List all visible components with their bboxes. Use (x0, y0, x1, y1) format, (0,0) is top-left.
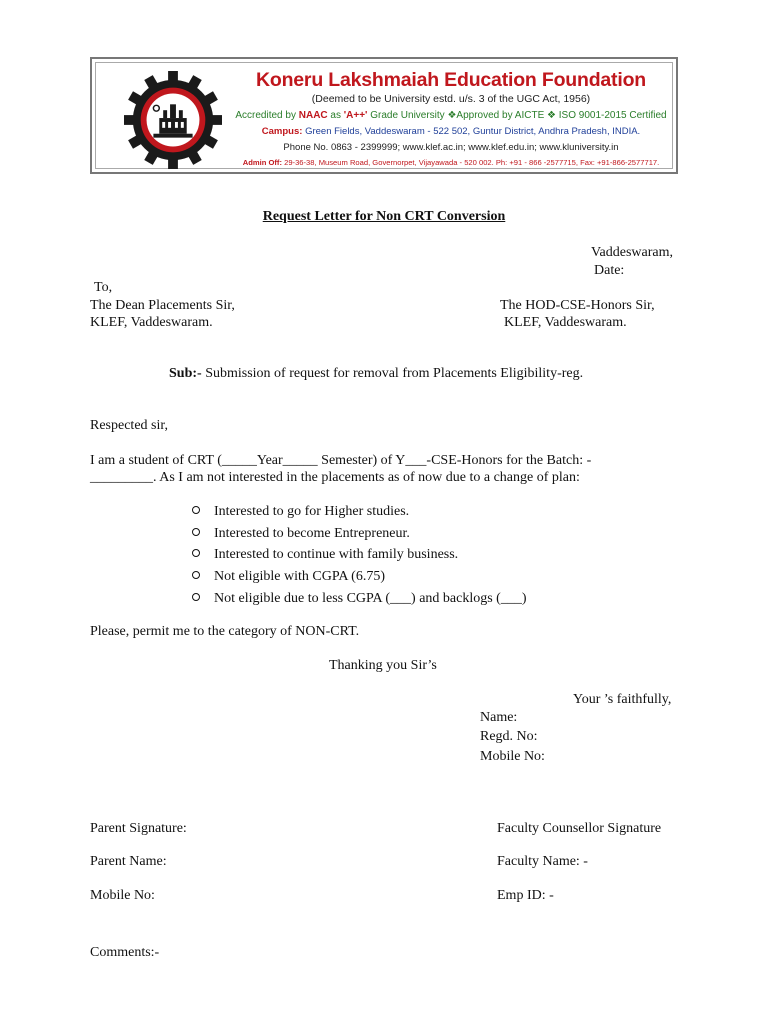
circle-bullet-icon (192, 549, 200, 557)
comments-label: Comments:- (90, 945, 160, 960)
reason-text: Interested to become Entrepreneur. (214, 526, 410, 541)
list-item (192, 525, 410, 542)
parent-mobile-label: Mobile No: (90, 888, 155, 903)
organization-name: Koneru Lakshmaiah Education Foundation (255, 69, 646, 91)
circle-bullet-icon (192, 528, 200, 536)
reason-text: Interested to go for Higher studies. (214, 504, 410, 519)
parent-signature-label: Parent Signature: (90, 821, 187, 836)
admin-office-address (231, 158, 671, 167)
reason-text: Interested to continue with family business. (214, 547, 459, 562)
to-label: To, (94, 280, 113, 295)
accreditation-prefix: Accredited by (235, 110, 299, 121)
naac-grade: 'A++' (343, 110, 368, 121)
addressee-dean-location: KLEF, Vaddeswaram. (90, 315, 213, 330)
letterhead (90, 57, 678, 174)
date-label: Date: (594, 263, 625, 278)
thanks-line: Thanking you Sir’s (329, 658, 437, 673)
subject-line (169, 365, 583, 382)
circle-bullet-icon (192, 571, 200, 579)
campus-text: Green Fields, Vaddeswaram - 522 502, Guntur District, Andhra Pradesh, INDIA. (302, 126, 641, 137)
addressee-dean: The Dean Placements Sir, (90, 298, 235, 313)
letter-title: Request Letter for Non CRT Conversion (262, 209, 506, 224)
admin-text: 29-36-38, Museum Road, Governorpet, Vijayawada - 520 002. Ph: +91 - 866 -2577715, Fax: +91-866-2577717. (281, 158, 660, 167)
subject-text: Submission of request for removal from Placements Eligibility-reg. (201, 366, 584, 381)
university-logo-icon (124, 71, 222, 169)
body-line-1: I am a student of CRT (_____Year_____ Semester) of Y___-CSE-Honors for the Batch: - (90, 453, 592, 468)
emp-id-label: Emp ID: - (497, 888, 554, 903)
regd-no-label: Regd. No: (480, 729, 538, 744)
circle-bullet-icon (192, 593, 200, 601)
letterhead-inner-border (95, 62, 673, 169)
deemed-university-note: (Deemed to be University estd. u/s. 3 of the UGC Act, 1956) (311, 93, 591, 105)
salutation: Respected sir, (90, 418, 168, 433)
accreditation-line (231, 110, 671, 121)
closing: Your ’s faithfully, (573, 692, 672, 707)
contact-line: Phone No. 0863 - 2399999; www.klef.ac.in; www.klef.edu.in; www.kluniversity.in (283, 142, 619, 153)
reason-text: Not eligible due to less CGPA (___) and backlogs (___) (214, 591, 527, 606)
name-label: Name: (480, 710, 518, 725)
parent-name-label: Parent Name: (90, 854, 167, 869)
reason-text: Not eligible with CGPA (6.75) (214, 569, 385, 584)
permit-line: Please, permit me to the category of NON-CRT. (90, 624, 360, 639)
naac-label: NAAC (298, 110, 328, 121)
body-line-2: _________. As I am not interested in the placements as of now due to a change of plan: (90, 470, 580, 485)
campus-address (231, 126, 671, 137)
accreditation-suffix: Grade University ❖Approved by AICTE ❖ ISO 9001-2015 Certified (367, 110, 667, 121)
circle-bullet-icon (192, 506, 200, 514)
faculty-name-label: Faculty Name: - (497, 854, 588, 869)
accreditation-mid: as (327, 110, 344, 121)
list-item (192, 568, 385, 585)
subject-label: Sub:- (169, 366, 202, 381)
list-item (192, 546, 458, 563)
faculty-signature-label: Faculty Counsellor Signature (497, 821, 662, 836)
list-item (192, 590, 527, 607)
addressee-hod-location: KLEF, Vaddeswaram. (504, 315, 627, 330)
place: Vaddeswaram, (591, 245, 674, 260)
addressee-hod: The HOD-CSE-Honors Sir, (500, 298, 655, 313)
campus-label: Campus: (261, 126, 303, 137)
list-item (192, 503, 409, 520)
mobile-no-label: Mobile No: (480, 749, 545, 764)
admin-label: Admin Off: (242, 158, 282, 167)
